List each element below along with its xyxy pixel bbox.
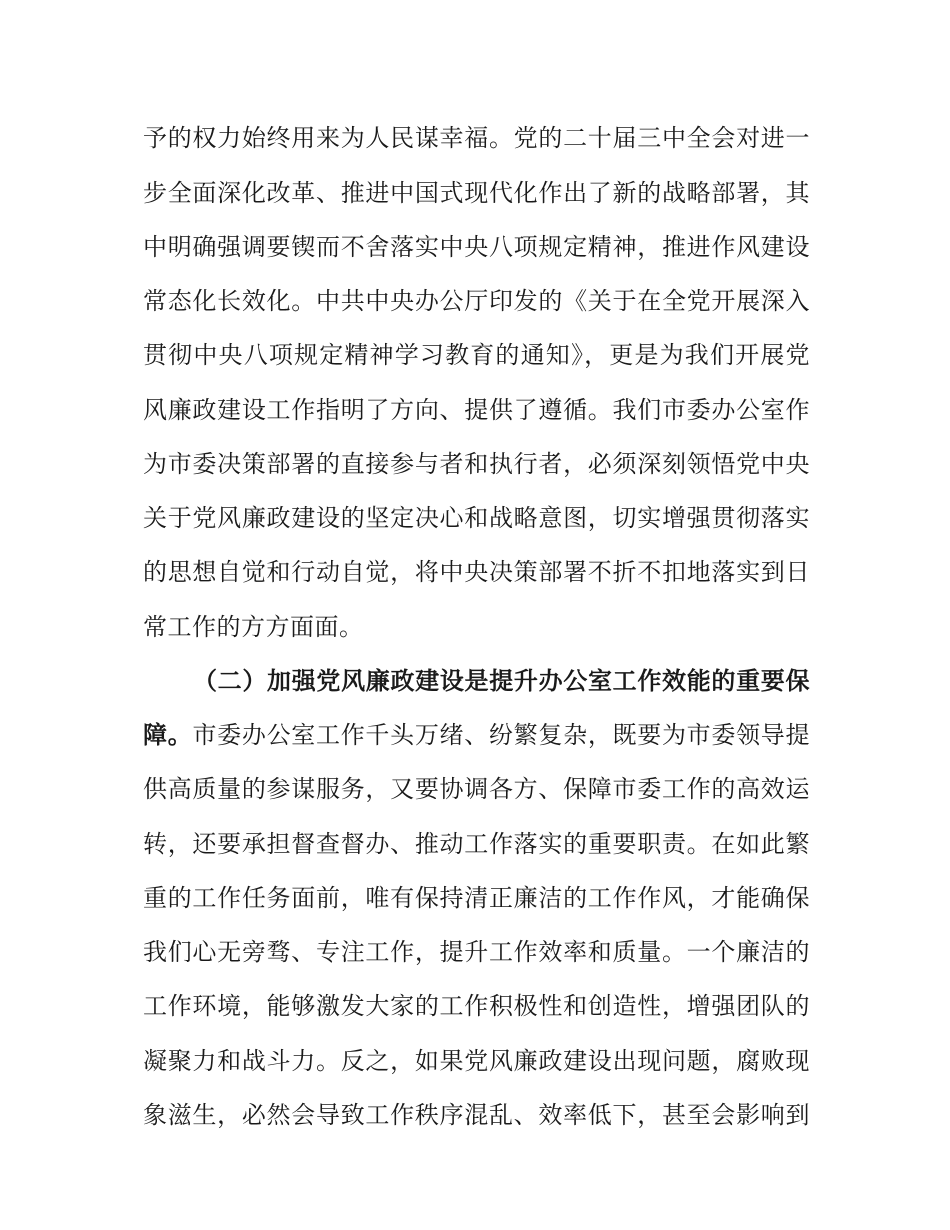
- paragraph-line: 中明确强调要锲而不舍落实中央八项规定精神，推进作风建设: [143, 233, 810, 261]
- paragraph-line: 为市委决策部署的直接参与者和执行者，必须深刻领悟党中央: [143, 450, 810, 478]
- paragraph-line: 我们心无旁骛、专注工作，提升工作效率和质量。一个廉洁的: [143, 938, 810, 966]
- paragraph-line: 工作环境，能够激发大家的工作积极性和创造性，增强团队的: [143, 992, 810, 1020]
- paragraph-line: 转，还要承担督查督办、推动工作落实的重要职责。在如此繁: [143, 830, 810, 858]
- paragraph-line: 凝聚力和战斗力。反之，如果党风廉政建设出现问题，腐败现: [143, 1047, 810, 1075]
- paragraph-line: 重的工作任务面前，唯有保持清正廉洁的工作作风，才能确保: [143, 884, 810, 912]
- paragraph-line: 贯彻中央八项规定精神学习教育的通知》，更是为我们开展党: [143, 341, 810, 369]
- paragraph-text: 市委办公室工作千头万绪、纷繁复杂，既要为市委领导提: [192, 721, 811, 749]
- paragraph-line: 的思想自觉和行动自觉，将中央决策部署不折不扣地落实到日: [143, 558, 810, 586]
- section-heading-end: 障。: [143, 721, 193, 749]
- paragraph-line: 供高质量的参谋服务，又要协调各方、保障市委工作的高效运: [143, 775, 810, 803]
- paragraph-line: 常工作的方方面面。: [143, 613, 364, 641]
- paragraph-line: 予的权力始终用来为人民谋幸福。党的二十届三中全会对进一: [143, 124, 810, 152]
- section-heading: （二）加强党风廉政建设是提升办公室工作效能的重要保: [193, 667, 810, 695]
- paragraph-line: 关于党风廉政建设的坚定决心和战略意图，切实增强贯彻落实: [143, 504, 810, 532]
- paragraph-line: 风廉政建设工作指明了方向、提供了遵循。我们市委办公室作: [143, 396, 810, 424]
- paragraph-line: 象滋生，必然会导致工作秩序混乱、效率低下，甚至会影响到: [143, 1101, 810, 1129]
- paragraph-line: 常态化长效化。中共中央办公厅印发的《关于在全党开展深入: [143, 287, 810, 315]
- section-heading-continuation: [143, 713, 810, 757]
- paragraph-line: 步全面深化改革、推进中国式现代化作出了新的战略部署，其: [143, 179, 810, 207]
